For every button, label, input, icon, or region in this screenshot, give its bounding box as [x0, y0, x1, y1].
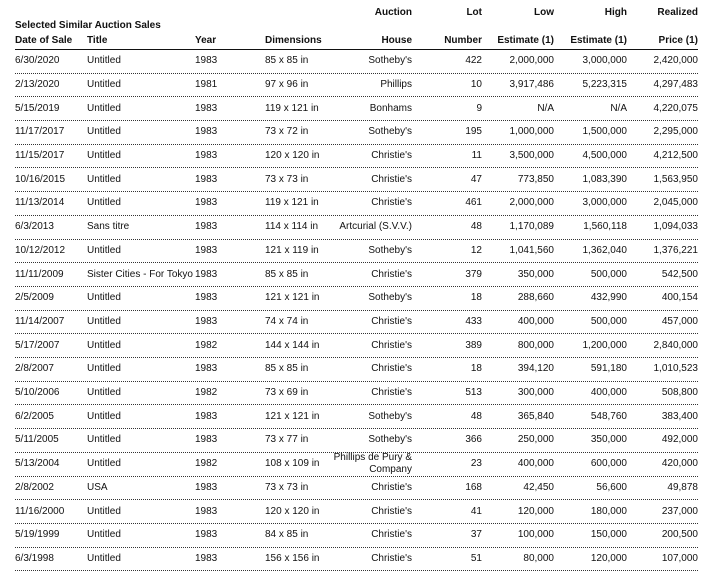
cell-house: Christie's: [371, 552, 412, 564]
cell-low: 3,500,000: [509, 150, 554, 162]
cell-high: N/A: [610, 102, 627, 114]
cell-dimensions: 108 x 109 in: [265, 458, 320, 470]
table-row: [0, 97, 718, 121]
cell-title: Untitled: [87, 410, 121, 422]
cell-date: 2/8/2002: [15, 481, 54, 493]
cell-house: Sotheby's: [368, 126, 412, 138]
table-row: [0, 240, 718, 264]
cell-realized: 1,376,221: [653, 244, 698, 256]
cell-realized: 107,000: [661, 552, 698, 564]
cell-low: 773,850: [517, 173, 554, 185]
cell-year: 1983: [195, 410, 218, 422]
cell-title: Untitled: [87, 458, 121, 470]
cell-realized: 420,000: [661, 458, 698, 470]
table-row: [0, 500, 718, 524]
cell-lot: 461: [465, 197, 482, 209]
cell-high: 548,760: [590, 410, 627, 422]
cell-date: 5/17/2007: [15, 339, 60, 351]
table-row: [0, 358, 718, 382]
row-divider: [15, 570, 698, 571]
cell-dimensions: 85 x 85 in: [265, 55, 309, 67]
cell-realized: 2,045,000: [653, 197, 698, 209]
cell-low: 1,170,089: [509, 221, 554, 233]
table-row: [0, 406, 718, 430]
cell-date: 6/3/2013: [15, 221, 54, 233]
table-row: [0, 382, 718, 406]
header-low-estimate: Low Estimate (1): [497, 7, 554, 46]
cell-low: 120,000: [517, 505, 554, 517]
cell-title: Untitled: [87, 292, 121, 304]
cell-title: Untitled: [87, 363, 121, 375]
cell-date: 5/13/2004: [15, 458, 60, 470]
cell-high: 3,000,000: [582, 197, 627, 209]
cell-low: 350,000: [517, 268, 554, 280]
cell-low: 400,000: [517, 315, 554, 327]
cell-house: Sotheby's: [368, 244, 412, 256]
cell-dimensions: 73 x 72 in: [265, 126, 309, 138]
cell-title: Untitled: [87, 387, 121, 399]
header-realized-price: Realized Price (1): [657, 7, 698, 46]
table-row: [0, 524, 718, 548]
cell-realized: 508,800: [661, 387, 698, 399]
cell-dimensions: 84 x 85 in: [265, 529, 309, 541]
cell-lot: 47: [470, 173, 482, 185]
cell-house: Phillips de Pury & Company: [333, 452, 412, 476]
cell-house: Sotheby's: [368, 434, 412, 446]
cell-title: Sans titre: [87, 221, 130, 233]
cell-lot: 18: [470, 292, 482, 304]
cell-title: Untitled: [87, 55, 121, 67]
header-dimensions: Dimensions: [265, 35, 322, 46]
cell-high: 500,000: [590, 268, 627, 280]
cell-year: 1983: [195, 126, 218, 138]
cell-dimensions: 73 x 73 in: [265, 481, 309, 493]
cell-date: 2/13/2020: [15, 78, 60, 90]
cell-lot: 18: [470, 363, 482, 375]
table-row: [0, 477, 718, 501]
cell-date: 11/13/2014: [15, 197, 65, 209]
table-row: [0, 121, 718, 145]
cell-dimensions: 85 x 85 in: [265, 268, 309, 280]
cell-realized: 400,154: [661, 292, 698, 304]
cell-year: 1983: [195, 55, 218, 67]
cell-date: 11/14/2007: [15, 315, 65, 327]
cell-date: 5/15/2019: [15, 102, 60, 114]
header-high-estimate: High Estimate (1): [570, 7, 627, 46]
cell-high: 3,000,000: [582, 55, 627, 67]
cell-date: 11/11/2009: [15, 268, 64, 280]
table-row: [0, 548, 718, 572]
cell-lot: 195: [465, 126, 482, 138]
cell-high: 591,180: [590, 363, 627, 375]
cell-date: 2/8/2007: [15, 363, 54, 375]
cell-title: USA: [87, 481, 108, 493]
cell-low: 1,041,560: [509, 244, 554, 256]
header-date-of-sale: Date of Sale: [15, 35, 73, 46]
cell-date: 6/2/2005: [15, 410, 54, 422]
cell-realized: 4,220,075: [653, 102, 698, 114]
cell-title: Untitled: [87, 244, 121, 256]
cell-year: 1982: [195, 387, 218, 399]
cell-high: 400,000: [590, 387, 627, 399]
cell-dimensions: 119 x 121 in: [265, 102, 319, 114]
cell-dimensions: 73 x 77 in: [265, 434, 309, 446]
cell-year: 1983: [195, 150, 218, 162]
cell-low: 365,840: [517, 410, 554, 422]
table-row: [0, 192, 718, 216]
cell-title: Untitled: [87, 529, 121, 541]
cell-year: 1983: [195, 197, 218, 209]
table-row: [0, 334, 718, 358]
cell-date: 2/5/2009: [15, 292, 54, 304]
cell-house: Christie's: [371, 173, 412, 185]
table-title: Selected Similar Auction Sales: [15, 20, 161, 31]
cell-house: Phillips: [380, 78, 412, 90]
cell-realized: 1,094,033: [653, 221, 698, 233]
cell-realized: 49,878: [667, 481, 698, 493]
cell-title: Untitled: [87, 102, 121, 114]
cell-lot: 389: [465, 339, 482, 351]
table-row: [0, 311, 718, 335]
cell-lot: 366: [465, 434, 482, 446]
cell-date: 10/12/2012: [15, 244, 66, 256]
cell-house: Artcurial (S.V.V.): [339, 221, 412, 233]
header-lot-number: Lot Number: [444, 7, 482, 46]
cell-high: 350,000: [590, 434, 627, 446]
cell-low: 288,660: [517, 292, 554, 304]
cell-year: 1983: [195, 173, 218, 185]
cell-house: Sotheby's: [368, 55, 412, 67]
cell-realized: 4,212,500: [653, 150, 698, 162]
cell-low: 2,000,000: [509, 55, 554, 67]
cell-house: Bonhams: [369, 102, 412, 114]
cell-lot: 513: [465, 387, 482, 399]
cell-dimensions: 114 x 114 in: [265, 221, 319, 233]
cell-low: 42,450: [523, 481, 554, 493]
cell-house: Christie's: [371, 387, 412, 399]
cell-year: 1983: [195, 268, 218, 280]
cell-realized: 4,297,483: [653, 78, 698, 90]
cell-low: 394,120: [517, 363, 554, 375]
cell-house: Sotheby's: [368, 292, 412, 304]
cell-high: 1,083,390: [582, 173, 627, 185]
cell-lot: 37: [470, 529, 482, 541]
cell-realized: 383,400: [661, 410, 698, 422]
cell-lot: 51: [470, 552, 482, 564]
cell-title: Untitled: [87, 434, 121, 446]
cell-dimensions: 121 x 121 in: [265, 292, 320, 304]
cell-house: Christie's: [371, 150, 412, 162]
cell-year: 1983: [195, 505, 218, 517]
cell-dimensions: 121 x 119 in: [265, 244, 319, 256]
cell-year: 1983: [195, 292, 218, 304]
cell-title: Untitled: [87, 552, 121, 564]
cell-year: 1983: [195, 363, 218, 375]
cell-realized: 492,000: [661, 434, 698, 446]
cell-lot: 9: [476, 102, 482, 114]
cell-low: 3,917,486: [509, 78, 554, 90]
cell-dimensions: 73 x 69 in: [265, 387, 309, 399]
cell-lot: 379: [465, 268, 482, 280]
cell-low: 1,000,000: [509, 126, 554, 138]
table-row: [0, 453, 718, 477]
cell-realized: 2,295,000: [653, 126, 698, 138]
cell-low: 300,000: [517, 387, 554, 399]
cell-realized: 200,500: [661, 529, 698, 541]
cell-lot: 422: [465, 55, 482, 67]
cell-house: Christie's: [371, 529, 412, 541]
cell-date: 5/19/1999: [15, 529, 60, 541]
header-auction-house: Auction House: [374, 7, 412, 46]
cell-dimensions: 121 x 121 in: [265, 410, 320, 422]
cell-low: 400,000: [517, 458, 554, 470]
cell-year: 1983: [195, 529, 218, 541]
cell-dimensions: 120 x 120 in: [265, 505, 320, 517]
cell-house: Christie's: [371, 363, 412, 375]
cell-high: 4,500,000: [582, 150, 627, 162]
cell-lot: 10: [470, 78, 482, 90]
cell-realized: 542,500: [661, 268, 698, 280]
table-row: [0, 145, 718, 169]
cell-high: 1,560,118: [583, 221, 627, 233]
cell-lot: 23: [470, 458, 482, 470]
cell-low: 100,000: [517, 529, 554, 541]
cell-year: 1981: [195, 78, 218, 90]
header-title: Title: [87, 35, 108, 46]
cell-low: 800,000: [517, 339, 554, 351]
cell-high: 150,000: [590, 529, 627, 541]
cell-title: Untitled: [87, 339, 121, 351]
cell-year: 1983: [195, 481, 218, 493]
cell-low: 80,000: [523, 552, 554, 564]
cell-title: Sister Cities - For Tokyo: [87, 268, 193, 280]
cell-lot: 433: [465, 315, 482, 327]
cell-high: 500,000: [590, 315, 627, 327]
cell-house: Christie's: [371, 505, 412, 517]
cell-lot: 168: [465, 481, 482, 493]
cell-lot: 48: [470, 221, 482, 233]
cell-dimensions: 144 x 144 in: [265, 339, 320, 351]
cell-lot: 48: [470, 410, 482, 422]
cell-house: Christie's: [371, 197, 412, 209]
table-row: [0, 216, 718, 240]
cell-realized: 2,840,000: [653, 339, 698, 351]
cell-title: Untitled: [87, 78, 121, 90]
cell-realized: 1,010,523: [653, 363, 698, 375]
cell-dimensions: 156 x 156 in: [265, 552, 320, 564]
cell-house: Christie's: [371, 315, 412, 327]
cell-house: Christie's: [371, 268, 412, 280]
table-row: [0, 50, 718, 74]
cell-year: 1983: [195, 315, 218, 327]
cell-date: 6/3/1998: [15, 552, 54, 564]
cell-high: 1,362,040: [582, 244, 627, 256]
cell-lot: 11: [471, 150, 482, 162]
table-row: [0, 263, 718, 287]
cell-title: Untitled: [87, 173, 121, 185]
cell-date: 5/10/2006: [15, 387, 60, 399]
cell-date: 5/11/2005: [15, 434, 59, 446]
cell-year: 1982: [195, 458, 218, 470]
cell-dimensions: 73 x 73 in: [265, 173, 309, 185]
cell-lot: 41: [470, 505, 482, 517]
cell-year: 1983: [195, 221, 218, 233]
cell-title: Untitled: [87, 126, 121, 138]
cell-realized: 1,563,950: [653, 173, 698, 185]
cell-year: 1983: [195, 244, 218, 256]
cell-realized: 457,000: [661, 315, 698, 327]
cell-date: 10/16/2015: [15, 173, 66, 185]
table-row: [0, 169, 718, 193]
cell-high: 1,500,000: [582, 126, 627, 138]
cell-dimensions: 120 x 120 in: [265, 150, 320, 162]
cell-title: Untitled: [87, 197, 121, 209]
cell-lot: 12: [470, 244, 482, 256]
cell-low: 250,000: [517, 434, 554, 446]
cell-high: 432,990: [590, 292, 627, 304]
table-row: [0, 74, 718, 98]
cell-year: 1983: [195, 434, 218, 446]
cell-date: 11/15/2017: [15, 150, 65, 162]
cell-title: Untitled: [87, 150, 121, 162]
cell-title: Untitled: [87, 315, 121, 327]
cell-high: 180,000: [590, 505, 627, 517]
cell-date: 6/30/2020: [15, 55, 60, 67]
cell-high: 120,000: [590, 552, 627, 564]
cell-high: 600,000: [590, 458, 627, 470]
cell-dimensions: 85 x 85 in: [265, 363, 309, 375]
cell-dimensions: 119 x 121 in: [265, 197, 319, 209]
table-row: [0, 429, 718, 453]
cell-high: 5,223,315: [582, 78, 627, 90]
cell-high: 56,600: [596, 481, 627, 493]
cell-low: 2,000,000: [509, 197, 554, 209]
cell-house: Christie's: [371, 339, 412, 351]
cell-dimensions: 74 x 74 in: [265, 315, 309, 327]
cell-year: 1983: [195, 102, 218, 114]
cell-title: Untitled: [87, 505, 121, 517]
cell-house: Christie's: [371, 481, 412, 493]
cell-year: 1983: [195, 552, 218, 564]
cell-date: 11/16/2000: [15, 505, 65, 517]
cell-realized: 237,000: [661, 505, 698, 517]
cell-low: N/A: [537, 102, 554, 114]
header-year: Year: [195, 35, 217, 46]
cell-high: 1,200,000: [582, 339, 627, 351]
cell-realized: 2,420,000: [653, 55, 698, 67]
table-row: [0, 287, 718, 311]
cell-date: 11/17/2017: [15, 126, 65, 138]
cell-year: 1982: [195, 339, 218, 351]
cell-dimensions: 97 x 96 in: [265, 78, 309, 90]
cell-house: Sotheby's: [368, 410, 412, 422]
